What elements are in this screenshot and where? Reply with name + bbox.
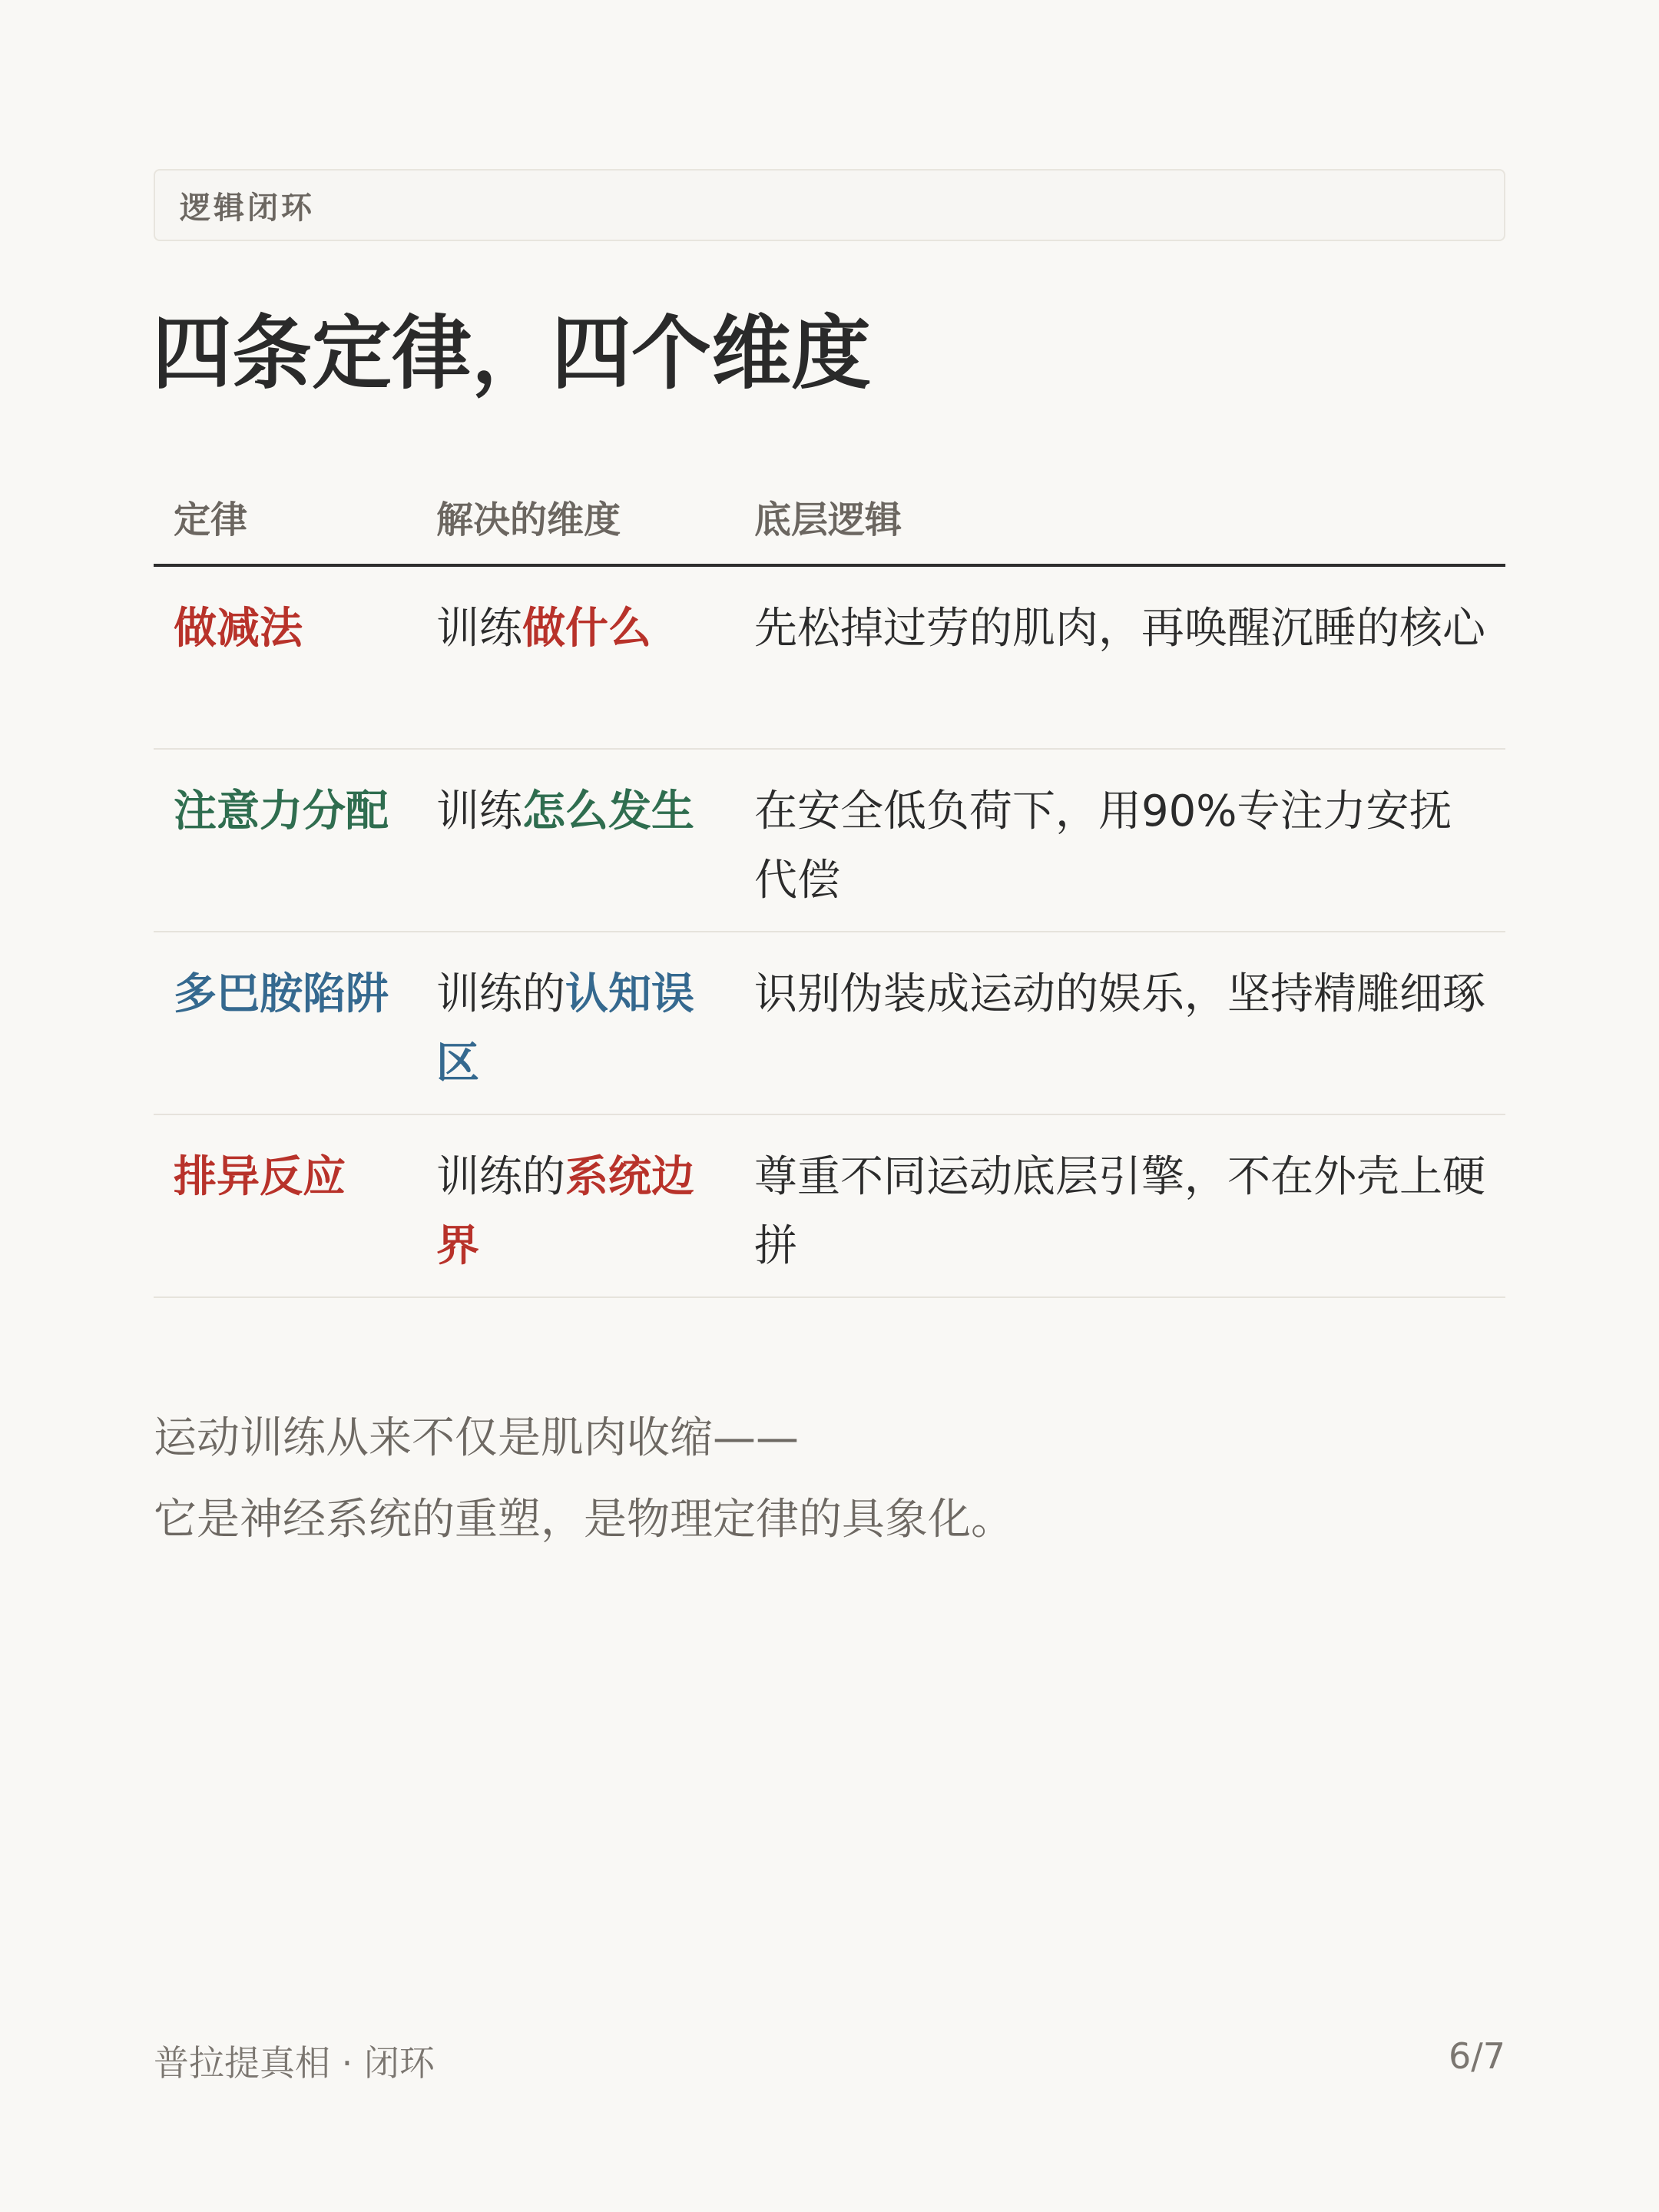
logic-cell: 在安全低负荷下，用90%专注力安抚代偿 <box>754 786 1452 906</box>
page-title: 四条定律，四个维度 <box>152 306 872 400</box>
closing-line-1: 运动训练从来不仅是肌肉收缩—— <box>154 1413 799 1463</box>
dimension-cell <box>416 594 734 748</box>
law-cell: 注意力分配 <box>174 786 389 836</box>
table-row <box>154 1115 1505 1298</box>
logic-cell: 尊重不同运动底层引擎，不在外壳上硬拼 <box>754 1152 1485 1271</box>
dimension-highlight: 做什么 <box>522 604 651 654</box>
footer-caption: 普拉提真相 · 闭环 <box>154 2042 435 2084</box>
page-number: 6/7 <box>1448 2035 1505 2077</box>
dimension-prefix: 训练的 <box>436 1152 565 1202</box>
logic-cell: 识别伪装成运动的娱乐，坚持精雕细琢 <box>754 969 1485 1019</box>
table-header <box>154 469 1505 567</box>
table-row <box>154 932 1505 1115</box>
dimension-cell <box>416 777 734 931</box>
law-cell: 排异反应 <box>174 1152 346 1202</box>
dimension-highlight: 怎么发生 <box>522 786 694 836</box>
dimension-prefix: 训练的 <box>436 969 565 1019</box>
dimension-prefix: 训练 <box>436 604 522 654</box>
law-cell: 做减法 <box>174 604 303 654</box>
section-tag: 逻辑闭环 <box>154 169 1505 241</box>
dimension-highlight: 认知误区 <box>436 969 694 1088</box>
logic-cell: 先松掉过劳的肌肉，再唤醒沉睡的核心 <box>754 604 1485 654</box>
dimension-highlight: 系统边界 <box>436 1152 694 1271</box>
closing-text <box>154 1398 1014 1561</box>
laws-table <box>154 469 1505 1298</box>
header-dimension: 解决的维度 <box>436 498 621 541</box>
table-row <box>154 567 1505 750</box>
closing-line-2: 它是神经系统的重塑，是物理定律的具象化。 <box>154 1495 1014 1545</box>
dimension-prefix: 训练 <box>436 786 522 836</box>
dimension-cell <box>416 1143 734 1296</box>
header-logic: 底层逻辑 <box>754 498 902 541</box>
header-law: 定律 <box>174 498 248 541</box>
table-row <box>154 750 1505 932</box>
dimension-cell <box>416 960 734 1114</box>
law-cell: 多巴胺陷阱 <box>174 969 389 1019</box>
